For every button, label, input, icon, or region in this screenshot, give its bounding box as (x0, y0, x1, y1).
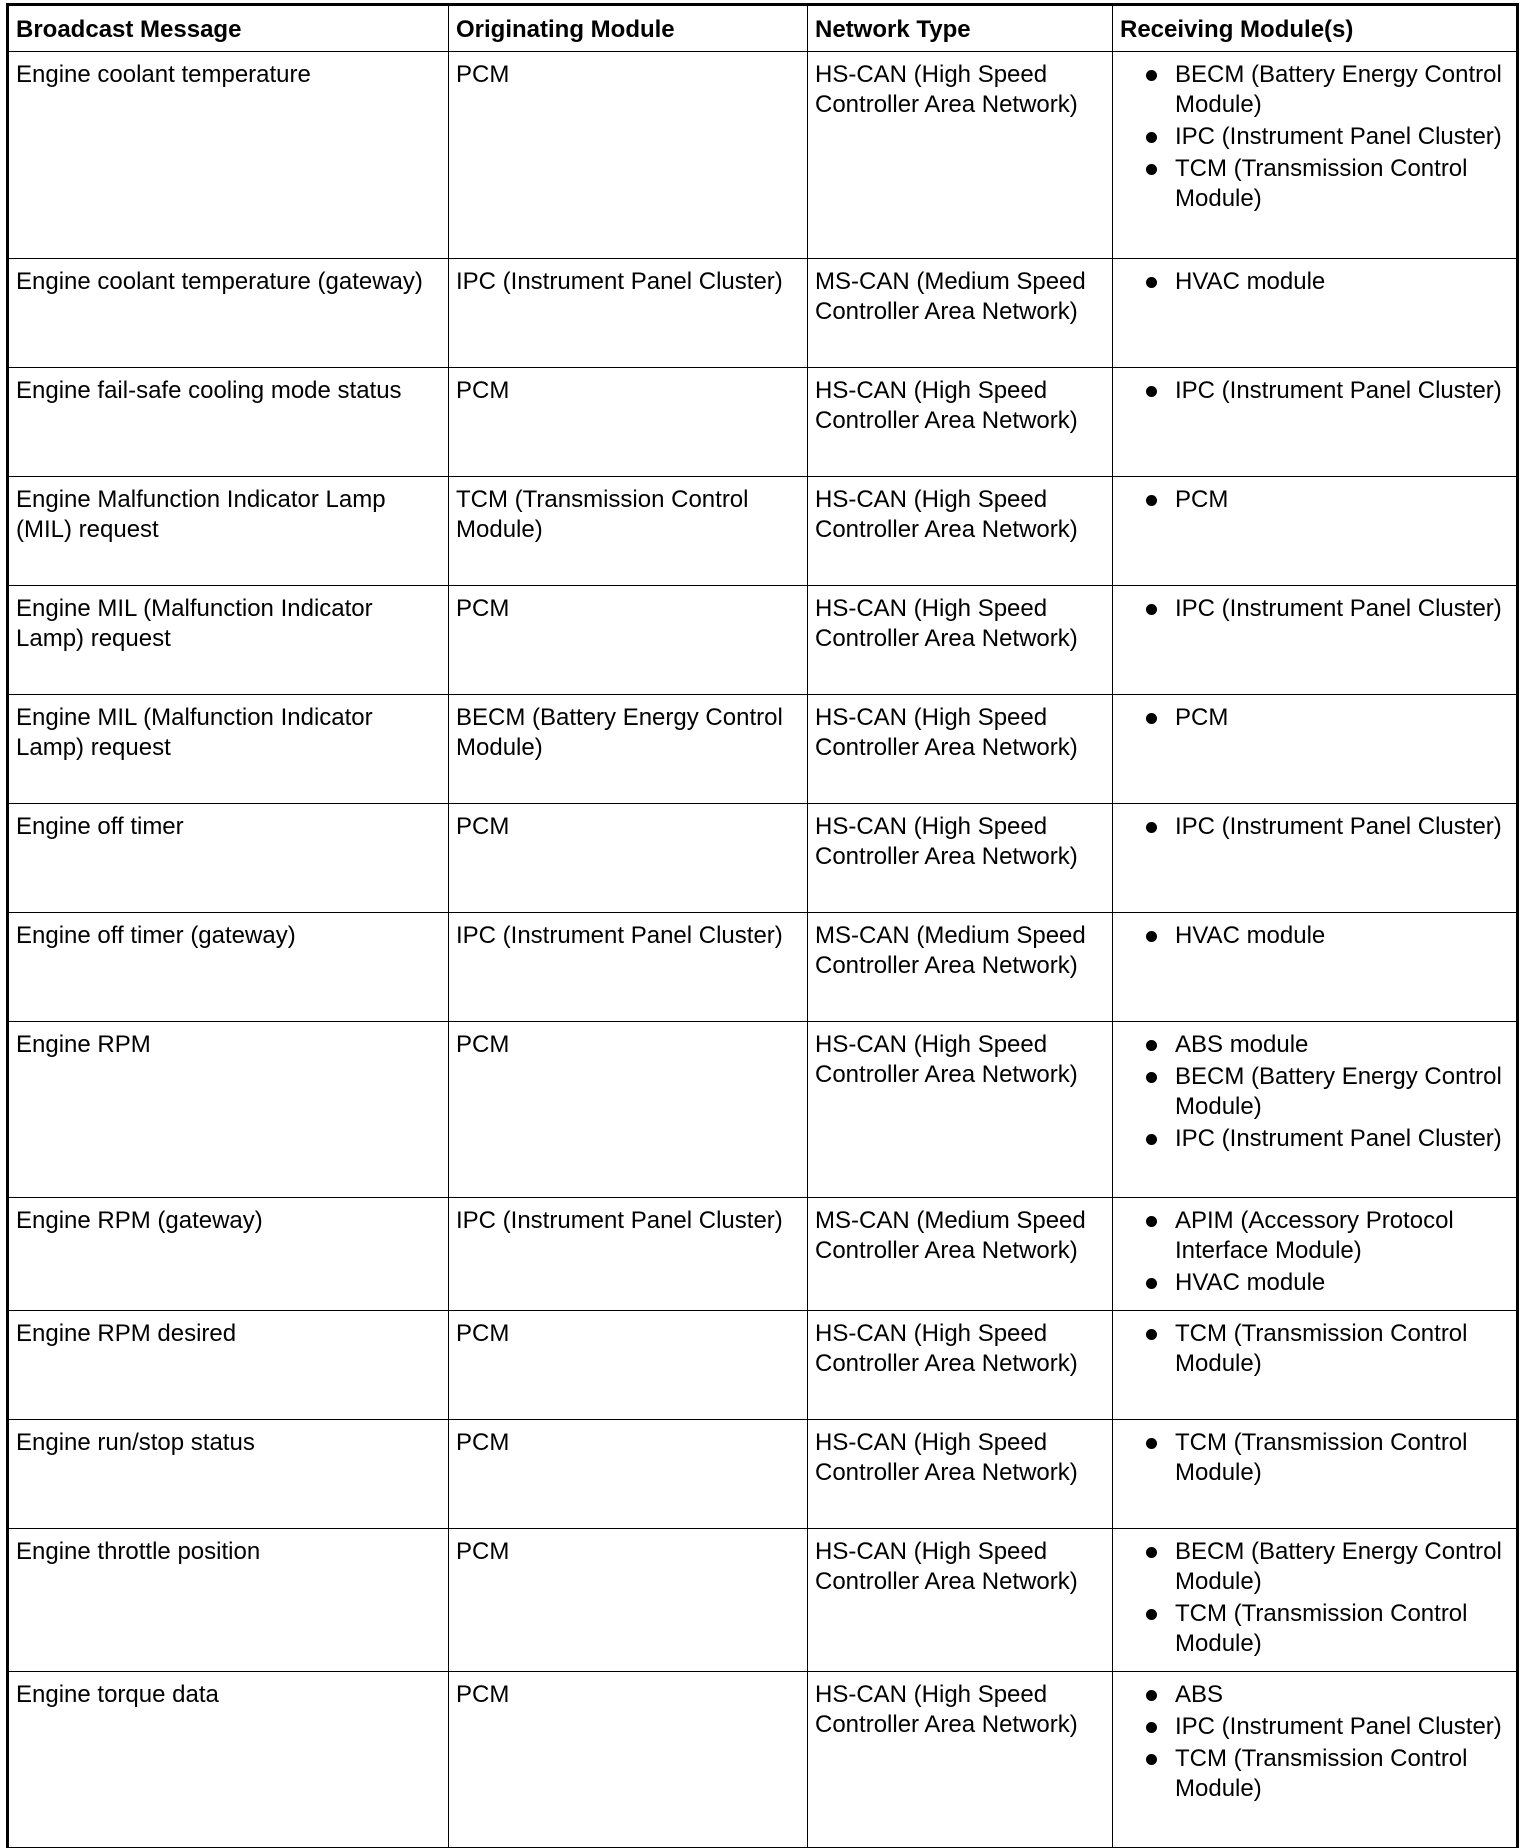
cell-receiving-modules (1113, 1420, 1517, 1529)
table-row (9, 695, 1517, 804)
cell-originating-module: PCM (449, 52, 808, 259)
cell-broadcast-message: Engine off timer (gateway) (9, 913, 449, 1022)
cell-receiving-modules (1113, 1311, 1517, 1420)
receiving-module-item: TCM (Transmission Control Module) (1120, 1319, 1509, 1379)
receiving-module-list (1120, 1537, 1509, 1659)
cell-originating-module: PCM (449, 1420, 808, 1529)
receiving-module-item: IPC (Instrument Panel Cluster) (1120, 122, 1509, 152)
table-body (9, 52, 1517, 1848)
table-row (9, 1420, 1517, 1529)
receiving-module-list (1120, 376, 1509, 406)
cell-network-type: MS-CAN (Medium Speed Controller Area Network) (808, 1198, 1113, 1311)
cell-originating-module: PCM (449, 1022, 808, 1198)
receiving-module-list (1120, 1030, 1509, 1154)
cell-broadcast-message: Engine RPM (9, 1022, 449, 1198)
cell-receiving-modules (1113, 586, 1517, 695)
cell-broadcast-message: Engine RPM (gateway) (9, 1198, 449, 1311)
receiving-module-item: HVAC module (1120, 267, 1509, 297)
cell-originating-module: PCM (449, 368, 808, 477)
receiving-module-item: APIM (Accessory Protocol Interface Module) (1120, 1206, 1509, 1266)
table-row (9, 913, 1517, 1022)
cell-originating-module: PCM (449, 1311, 808, 1420)
header-network-type: Network Type (808, 6, 1113, 52)
receiving-module-list (1120, 594, 1509, 624)
cell-receiving-modules (1113, 52, 1517, 259)
cell-receiving-modules (1113, 368, 1517, 477)
cell-originating-module: IPC (Instrument Panel Cluster) (449, 1198, 808, 1311)
cell-broadcast-message: Engine Malfunction Indicator Lamp (MIL) request (9, 477, 449, 586)
cell-broadcast-message: Engine coolant temperature (gateway) (9, 259, 449, 368)
cell-broadcast-message: Engine torque data (9, 1672, 449, 1848)
receiving-module-list (1120, 921, 1509, 951)
cell-originating-module: IPC (Instrument Panel Cluster) (449, 259, 808, 368)
cell-network-type: HS-CAN (High Speed Controller Area Network) (808, 695, 1113, 804)
cell-network-type: HS-CAN (High Speed Controller Area Network) (808, 586, 1113, 695)
receiving-module-item: IPC (Instrument Panel Cluster) (1120, 812, 1509, 842)
cell-receiving-modules (1113, 804, 1517, 913)
table-row (9, 1198, 1517, 1311)
receiving-module-list (1120, 1206, 1509, 1298)
cell-network-type: HS-CAN (High Speed Controller Area Network) (808, 52, 1113, 259)
cell-network-type: HS-CAN (High Speed Controller Area Network) (808, 1529, 1113, 1672)
cell-broadcast-message: Engine MIL (Malfunction Indicator Lamp) request (9, 695, 449, 804)
receiving-module-list (1120, 1319, 1509, 1379)
cell-receiving-modules (1113, 695, 1517, 804)
receiving-module-item: ABS module (1120, 1030, 1509, 1060)
table-row (9, 477, 1517, 586)
header-originating-module: Originating Module (449, 6, 808, 52)
table-row (9, 1672, 1517, 1848)
receiving-module-list (1120, 267, 1509, 297)
cell-network-type: MS-CAN (Medium Speed Controller Area Network) (808, 913, 1113, 1022)
receiving-module-item: TCM (Transmission Control Module) (1120, 154, 1509, 214)
receiving-module-item: TCM (Transmission Control Module) (1120, 1744, 1509, 1804)
table-row (9, 368, 1517, 477)
receiving-module-item: TCM (Transmission Control Module) (1120, 1599, 1509, 1659)
receiving-module-list (1120, 1680, 1509, 1804)
cell-receiving-modules (1113, 477, 1517, 586)
receiving-module-item: HVAC module (1120, 1268, 1509, 1298)
table-row (9, 52, 1517, 259)
cell-receiving-modules (1113, 1022, 1517, 1198)
receiving-module-item: IPC (Instrument Panel Cluster) (1120, 376, 1509, 406)
receiving-module-item: TCM (Transmission Control Module) (1120, 1428, 1509, 1488)
receiving-module-list (1120, 60, 1509, 214)
cell-receiving-modules (1113, 1672, 1517, 1848)
cell-receiving-modules (1113, 259, 1517, 368)
receiving-module-list (1120, 485, 1509, 515)
cell-network-type: HS-CAN (High Speed Controller Area Network) (808, 1672, 1113, 1848)
cell-network-type: HS-CAN (High Speed Controller Area Network) (808, 1311, 1113, 1420)
cell-network-type: HS-CAN (High Speed Controller Area Network) (808, 368, 1113, 477)
cell-originating-module: IPC (Instrument Panel Cluster) (449, 913, 808, 1022)
cell-originating-module: PCM (449, 1529, 808, 1672)
cell-network-type: HS-CAN (High Speed Controller Area Network) (808, 477, 1113, 586)
receiving-module-item: PCM (1120, 485, 1509, 515)
table-row (9, 1311, 1517, 1420)
cell-broadcast-message: Engine throttle position (9, 1529, 449, 1672)
receiving-module-list (1120, 703, 1509, 733)
cell-broadcast-message: Engine MIL (Malfunction Indicator Lamp) request (9, 586, 449, 695)
receiving-module-item: BECM (Battery Energy Control Module) (1120, 1537, 1509, 1597)
header-receiving-modules: Receiving Module(s) (1113, 6, 1517, 52)
cell-receiving-modules (1113, 1529, 1517, 1672)
table-row (9, 586, 1517, 695)
cell-broadcast-message: Engine coolant temperature (9, 52, 449, 259)
cell-broadcast-message: Engine fail-safe cooling mode status (9, 368, 449, 477)
table-row (9, 1529, 1517, 1672)
cell-network-type: HS-CAN (High Speed Controller Area Network) (808, 804, 1113, 913)
cell-broadcast-message: Engine run/stop status (9, 1420, 449, 1529)
receiving-module-list (1120, 812, 1509, 842)
cell-originating-module: BECM (Battery Energy Control Module) (449, 695, 808, 804)
cell-originating-module: PCM (449, 586, 808, 695)
table-row (9, 1022, 1517, 1198)
receiving-module-item: ABS (1120, 1680, 1509, 1710)
cell-network-type: HS-CAN (High Speed Controller Area Network) (808, 1022, 1113, 1198)
table-row (9, 259, 1517, 368)
receiving-module-item: PCM (1120, 703, 1509, 733)
receiving-module-list (1120, 1428, 1509, 1488)
receiving-module-item: HVAC module (1120, 921, 1509, 951)
receiving-module-item: IPC (Instrument Panel Cluster) (1120, 1124, 1509, 1154)
cell-receiving-modules (1113, 1198, 1517, 1311)
table-row (9, 804, 1517, 913)
header-row (9, 6, 1517, 52)
cell-broadcast-message: Engine RPM desired (9, 1311, 449, 1420)
receiving-module-item: IPC (Instrument Panel Cluster) (1120, 594, 1509, 624)
header-broadcast-message: Broadcast Message (9, 6, 449, 52)
cell-originating-module: PCM (449, 1672, 808, 1848)
broadcast-message-table (8, 5, 1517, 1848)
cell-network-type: HS-CAN (High Speed Controller Area Network) (808, 1420, 1113, 1529)
cell-broadcast-message: Engine off timer (9, 804, 449, 913)
cell-network-type: MS-CAN (Medium Speed Controller Area Network) (808, 259, 1113, 368)
cell-receiving-modules (1113, 913, 1517, 1022)
cell-originating-module: PCM (449, 804, 808, 913)
receiving-module-item: BECM (Battery Energy Control Module) (1120, 1062, 1509, 1122)
receiving-module-item: IPC (Instrument Panel Cluster) (1120, 1712, 1509, 1742)
cell-originating-module: TCM (Transmission Control Module) (449, 477, 808, 586)
receiving-module-item: BECM (Battery Energy Control Module) (1120, 60, 1509, 120)
table-header (9, 6, 1517, 52)
